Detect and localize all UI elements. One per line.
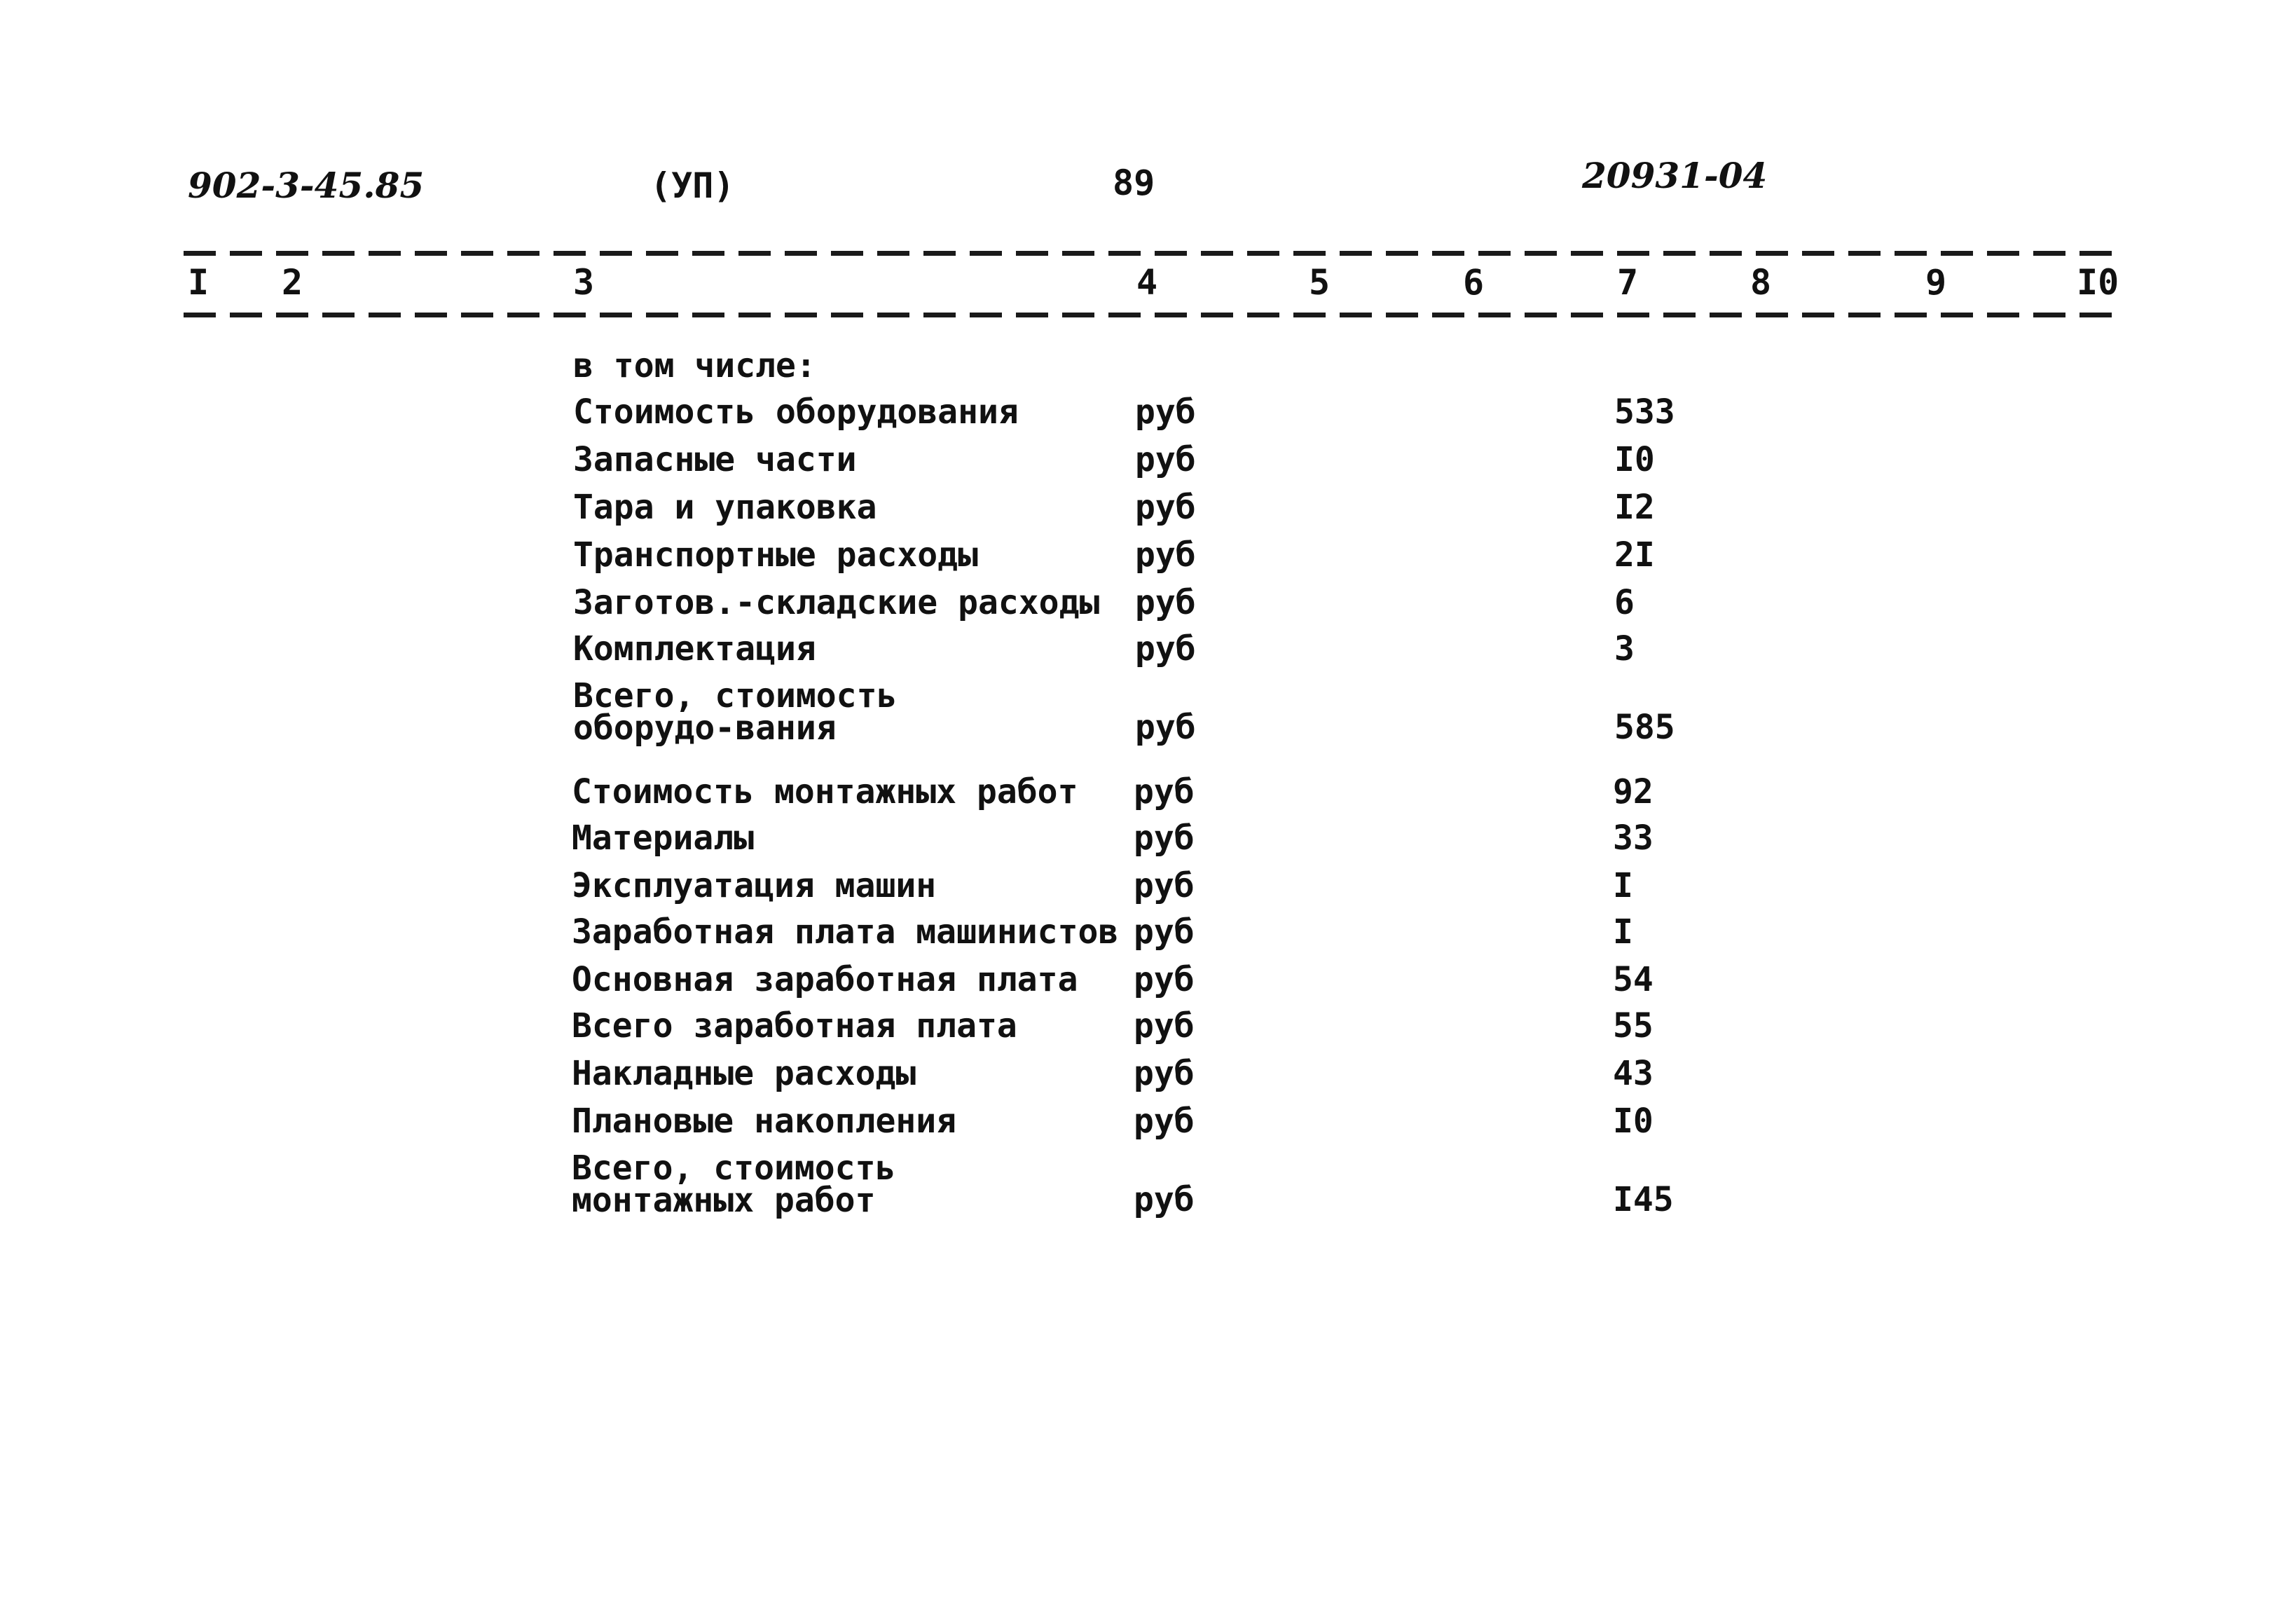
row-unit: руб xyxy=(1134,912,1195,952)
row-value: 533 xyxy=(1614,392,1675,432)
row-unit: руб xyxy=(1135,629,1196,669)
design-stage: (УП) xyxy=(650,165,735,206)
column-number-9: 9 xyxy=(1925,262,1947,303)
row-name: Комплектация xyxy=(573,629,816,669)
row-unit: руб xyxy=(1134,1180,1195,1219)
row-value: 2I xyxy=(1614,535,1655,575)
row-value: I45 xyxy=(1613,1180,1674,1219)
row-unit: руб xyxy=(1135,708,1196,747)
column-number-10: I0 xyxy=(2077,262,2119,303)
column-number-2: 2 xyxy=(282,262,303,303)
row-value: I0 xyxy=(1614,440,1655,479)
row-name: Транспортные расходы xyxy=(573,535,978,575)
column-number-4: 4 xyxy=(1136,262,1158,303)
row-unit: руб xyxy=(1134,1054,1195,1093)
bottom-dashed-rule xyxy=(184,313,2114,317)
row-unit: руб xyxy=(1134,1102,1195,1141)
row-name: Всего заработная плата xyxy=(572,1006,1017,1046)
row-value: 54 xyxy=(1613,960,1654,999)
row-unit: руб xyxy=(1135,440,1196,479)
row-value: I xyxy=(1613,866,1633,905)
row-value: 43 xyxy=(1613,1054,1654,1093)
row-name: Стоимость оборудования xyxy=(573,392,1019,432)
row-unit: руб xyxy=(1134,772,1195,811)
row-value: I xyxy=(1613,912,1633,952)
intro-label: в том числе: xyxy=(573,346,816,385)
row-value: 6 xyxy=(1614,583,1635,622)
row-name: Материалы xyxy=(572,818,755,858)
row-unit: руб xyxy=(1134,960,1195,999)
top-dashed-rule xyxy=(184,251,2114,256)
row-unit: руб xyxy=(1134,866,1195,905)
row-name: Стоимость монтажных работ xyxy=(572,772,1078,811)
row-value: 55 xyxy=(1613,1006,1654,1046)
column-number-7: 7 xyxy=(1617,262,1639,303)
column-number-5: 5 xyxy=(1309,262,1331,303)
row-unit: руб xyxy=(1134,818,1195,858)
row-unit: руб xyxy=(1135,488,1196,527)
column-number-6: 6 xyxy=(1463,262,1485,303)
row-name-multiline: Всего, стоимость оборудо-вания xyxy=(573,676,898,748)
row-value: 3 xyxy=(1614,629,1635,669)
row-name: Накладные расходы xyxy=(572,1054,916,1093)
row-name: Заработная плата машинистов xyxy=(572,912,1119,952)
row-name: Запасные части xyxy=(573,440,857,479)
row-value: 92 xyxy=(1613,772,1654,811)
page-number: 89 xyxy=(1113,163,1155,203)
row-unit: руб xyxy=(1135,392,1196,432)
row-unit: руб xyxy=(1135,535,1196,575)
row-value: I0 xyxy=(1613,1102,1654,1141)
row-name: Плановые накопления xyxy=(572,1102,957,1141)
row-name: Заготов.-складские расходы xyxy=(573,583,1100,622)
row-value: 33 xyxy=(1613,818,1654,858)
column-number-8: 8 xyxy=(1750,262,1772,303)
archive-number: 20931-04 xyxy=(1582,155,1768,196)
column-number-3: 3 xyxy=(573,262,595,303)
row-name: Эксплуатация машин xyxy=(572,866,937,905)
document-code: 902-3-45.85 xyxy=(188,165,425,206)
row-name-multiline: Всего, стоимость монтажных работ xyxy=(572,1149,896,1220)
row-name: Тара и упаковка xyxy=(573,488,877,527)
row-value: I2 xyxy=(1614,488,1655,527)
row-name: Основная заработная плата xyxy=(572,960,1078,999)
row-value: 585 xyxy=(1614,708,1675,747)
row-unit: руб xyxy=(1135,583,1196,622)
column-number-1: I xyxy=(188,262,209,303)
row-unit: руб xyxy=(1134,1006,1195,1046)
